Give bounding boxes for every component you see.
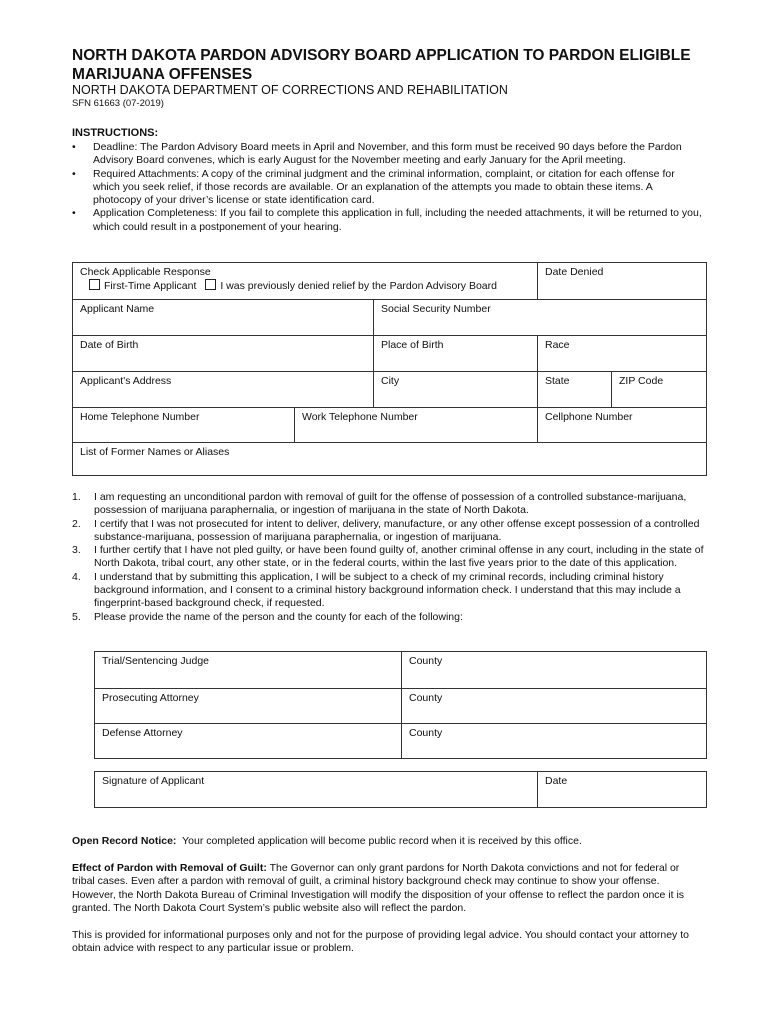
work-phone-field[interactable]	[294, 407, 537, 442]
place-of-birth-label: Place of Birth	[381, 339, 444, 351]
instructions-list	[72, 141, 702, 234]
dob-label: Date of Birth	[80, 339, 139, 351]
statement-item	[72, 611, 704, 624]
statement-item	[72, 571, 704, 611]
dob-field[interactable]	[73, 335, 373, 371]
address-field[interactable]	[73, 371, 373, 407]
place-of-birth-field[interactable]	[373, 335, 537, 371]
statement-number: 1.	[72, 491, 81, 503]
date-denied-label: Date Denied	[545, 266, 604, 278]
ssn-label: Social Security Number	[381, 303, 491, 315]
statement-number: 3.	[72, 544, 81, 557]
first-time-label: First-Time Applicant	[104, 280, 197, 292]
effect-of-pardon-notice	[72, 862, 704, 915]
defense-county-field[interactable]	[401, 723, 706, 758]
prosecutor-label: Prosecuting Attorney	[102, 692, 199, 704]
applicant-info-form	[72, 262, 707, 476]
ssn-field[interactable]	[373, 299, 706, 335]
cell-phone-field[interactable]	[537, 407, 706, 442]
check-response-field	[73, 263, 537, 299]
county-label: County	[409, 655, 443, 667]
defense-attorney-field[interactable]	[95, 723, 401, 758]
zip-label: ZIP Code	[619, 375, 664, 387]
bullet: •	[72, 167, 76, 180]
applicant-name-label: Applicant Name	[80, 303, 155, 315]
statement-number: 2.	[72, 517, 81, 530]
effect-title: Effect of Pardon with Removal of Guilt:	[72, 862, 267, 874]
date-denied-field[interactable]	[537, 263, 706, 299]
county-label: County	[409, 727, 443, 739]
work-phone-label: Work Telephone Number	[302, 411, 418, 423]
city-label: City	[381, 375, 400, 387]
signature-date-field[interactable]	[537, 772, 706, 807]
statement-text: I further certify that I have not pled guilty, or have been found guilty of, another criminal offense in any court, including in the state of North Dakota, tribal court, any other state, or in the federal courts, within the last five years prior to the date of this application.	[94, 544, 704, 570]
home-phone-label: Home Telephone Number	[80, 411, 200, 423]
race-label: Race	[545, 339, 570, 351]
instruction-text: Application Completeness: If you fail to complete this application in full, including the needed attachments, it will be returned to you, which could result in a postponement of your hearing.	[93, 207, 702, 233]
former-names-field[interactable]	[73, 442, 706, 475]
bullet: •	[72, 141, 76, 153]
signature-label: Signature of Applicant	[102, 775, 205, 787]
former-names-label: List of Former Names or Aliases	[80, 446, 230, 458]
statement-item	[72, 518, 704, 545]
city-field[interactable]	[373, 371, 537, 407]
check-response-label: Check Applicable Response	[80, 266, 211, 278]
judge-county-field[interactable]	[401, 652, 706, 688]
instruction-text: Required Attachments: A copy of the criminal judgment and the criminal information, complaint, or citation for each offense for which you seek relief, if those records are available. Or an explanation of the attempts you made to obtain these items. A photocopy of your driver’s license or state identification card.	[93, 167, 675, 207]
instruction-item	[72, 141, 702, 168]
instruction-item	[72, 207, 702, 234]
statement-item	[72, 544, 704, 571]
cell-phone-label: Cellphone Number	[545, 411, 633, 423]
prosecutor-county-field[interactable]	[401, 688, 706, 723]
first-time-checkbox[interactable]	[89, 279, 100, 290]
statement-text: I am requesting an unconditional pardon with removal of guilt for the offense of possession of a controlled substance-marijuana, possession of marijuana paraphernalia, or ingestion of marijuana in the state of North Dakota.	[94, 491, 687, 517]
defense-attorney-label: Defense Attorney	[102, 727, 183, 739]
judge-field[interactable]	[95, 652, 401, 688]
statement-number: 4.	[72, 570, 81, 583]
department-name: NORTH DAKOTA DEPARTMENT OF CORRECTIONS AND REHABILITATION	[72, 83, 508, 97]
form-number: SFN 61663 (07-2019)	[72, 98, 164, 109]
signature-block	[94, 771, 707, 808]
statement-text: I certify that I was not prosecuted for intent to deliver, delivery, manufacture, or any other offense except possession of a controlled substance-marijuana, possession of marijuana paraphernalia, or ingestion of marijuana.	[94, 517, 700, 543]
applicant-name-field[interactable]	[73, 299, 373, 335]
state-label: State	[545, 375, 570, 387]
signature-field[interactable]	[95, 772, 537, 807]
judge-label: Trial/Sentencing Judge	[102, 655, 210, 667]
state-field[interactable]	[537, 371, 611, 407]
effect-text: The Governor can only grant pardons for North Dakota convictions and not for federal or tribal cases. Even after a pardon with removal of guilt, a criminal history background check may continue to show your offense. However, the North Dakota Bureau of Criminal Investigation will modify the disposition of your offense to reflect the pardon once it is granted. The North Dakota Court System’s public website also will reflect the pardon.	[72, 862, 685, 914]
prosecutor-field[interactable]	[95, 688, 401, 723]
open-record-text: Your completed application will become public record when it is received by this office.	[182, 835, 582, 847]
bullet: •	[72, 207, 76, 220]
open-record-title: Open Record Notice:	[72, 835, 177, 847]
instruction-item	[72, 168, 702, 208]
statement-item	[72, 491, 704, 518]
previously-denied-label: I was previously denied relief by the Pardon Advisory Board	[220, 280, 497, 292]
legal-disclaimer: This is provided for informational purposes only and not for the purpose of providing legal advice. You should contact your attorney to obtain advice with respect to any particular issue or problem.	[72, 929, 689, 955]
persons-table	[94, 651, 707, 759]
instruction-text: Deadline: The Pardon Advisory Board meets in April and November, and this form must be received 90 days before the Pardon Advisory Board convenes, which is early August for the November meeting and early January for the April meeting.	[93, 141, 682, 167]
statement-number: 5.	[72, 610, 81, 623]
instructions-heading: INSTRUCTIONS:	[72, 127, 159, 139]
statement-text: I understand that by submitting this application, I will be subject to a check of my criminal records, including criminal history background information, and I consent to a criminal history background information check. I understand that this may include a fingerprint-based background check, if requested.	[94, 570, 681, 610]
race-field[interactable]	[537, 335, 706, 371]
previously-denied-checkbox[interactable]	[205, 279, 216, 290]
zip-field[interactable]	[611, 371, 706, 407]
address-label: Applicant's Address	[80, 375, 172, 387]
home-phone-field[interactable]	[73, 407, 294, 442]
county-label: County	[409, 692, 443, 704]
form-title: NORTH DAKOTA PARDON ADVISORY BOARD APPLICATION TO PARDON ELIGIBLE MARIJUANA OFFENSES	[72, 47, 691, 83]
certification-statements	[72, 491, 704, 624]
open-record-notice	[72, 835, 704, 848]
signature-date-label: Date	[545, 775, 568, 787]
statement-text: Please provide the name of the person and the county for each of the following:	[94, 610, 463, 623]
